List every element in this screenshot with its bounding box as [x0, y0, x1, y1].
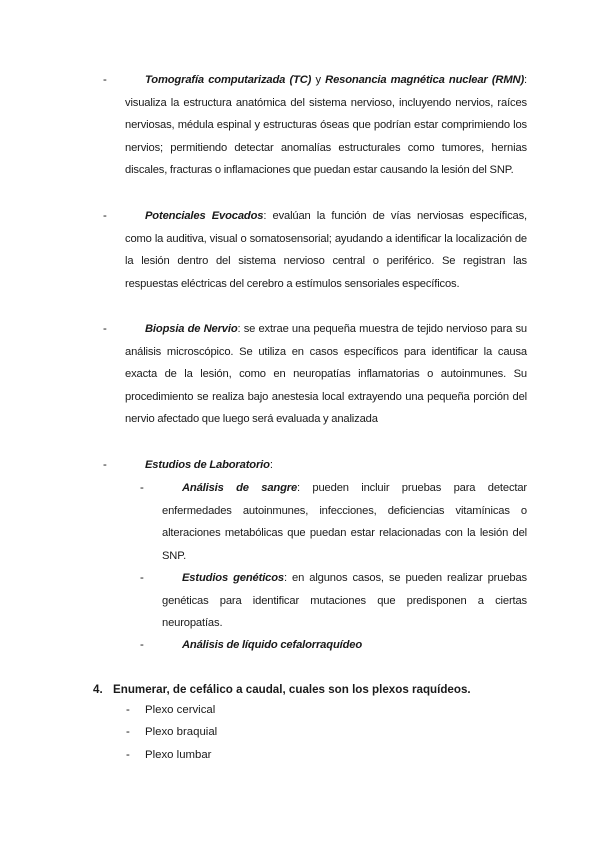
bullet-dash: -	[103, 210, 107, 222]
item-text	[125, 205, 527, 295]
bullet-dash: -	[126, 749, 130, 761]
bullet-dash: -	[126, 704, 130, 716]
bullet-dash: -	[140, 639, 144, 651]
plexo-label: Plexo braquial	[145, 726, 218, 738]
term-geneticos: Estudios genéticos	[182, 572, 284, 584]
item-text	[162, 567, 527, 635]
plexo-label: Plexo cervical	[145, 704, 216, 716]
connector: y	[315, 74, 321, 86]
term-biopsia: Biopsia de Nervio	[145, 323, 238, 335]
list-item-tc-rmn	[103, 69, 527, 182]
item-description: : pueden incluir pruebas para detectar enfermedades autoinmunes, infecciones, deficiencias vitamínicas o alteraciones metabólicas que puedan estar relacionadas con la lesión del SNP.	[162, 482, 527, 562]
bullet-dash: -	[103, 459, 107, 471]
term-liquido: Análisis de líquido cefalorraquídeo	[182, 639, 363, 651]
term-sangre: Análisis de sangre	[182, 482, 298, 494]
term-laboratorio: Estudios de Laboratorio	[145, 459, 270, 471]
bullet-dash: -	[126, 726, 130, 738]
plexo-item	[126, 723, 218, 741]
term-rmn: Resonancia magnética nuclear (RMN)	[325, 74, 525, 86]
item-description: : visualiza la estructura anatómica del sistema nervioso, incluyendo nervios, raíces nerviosas, médula espinal y estructuras óseas que podrían estar comprimiendo los nervios; permitiendo detectar anomalías estructurales como tumores, hernias discales, fracturas o inflamaciones que puedan estar causando la lesión del SNP.	[125, 74, 527, 177]
question-text: Enumerar, de cefálico a caudal, cuales son los plexos raquídeos.	[113, 683, 471, 696]
item-description: : en algunos casos, se pueden realizar pruebas genéticas para identificar mutaciones que predisponen a ciertas neuropatías.	[162, 572, 527, 630]
sublist-item-liquido	[140, 634, 527, 657]
item-text	[162, 477, 527, 567]
item-description: : se extrae una pequeña muestra de tejido nervioso para su análisis microscópico. Se utiliza en casos específicos para identificar la causa exacta de la lesión, como en neuropatías inflamatorias o autoinmunes. Su procedimiento se realiza bajo anestesia local extrayendo una pequeña porción del nervio afectado que luego será evaluada y analizada	[125, 323, 527, 426]
question-number: 4.	[93, 683, 103, 696]
list-item-potenciales	[103, 205, 527, 295]
term-potenciales: Potenciales Evocados	[145, 210, 264, 222]
bullet-dash: -	[103, 323, 107, 335]
plexo-item	[126, 701, 216, 719]
sublist-item-geneticos	[140, 567, 527, 635]
item-text	[125, 69, 527, 182]
sublist-item-sangre	[140, 477, 527, 567]
question-heading	[93, 681, 471, 699]
item-description: :	[269, 459, 273, 471]
bullet-dash: -	[140, 572, 144, 584]
list-item-laboratorio	[103, 454, 527, 477]
item-text	[125, 454, 527, 477]
item-text	[162, 634, 527, 657]
bullet-dash: -	[140, 482, 144, 494]
item-text	[125, 318, 527, 431]
term-tc: Tomografía computarizada (TC)	[145, 74, 312, 86]
list-item-biopsia	[103, 318, 527, 431]
plexo-item	[126, 746, 212, 764]
bullet-dash: -	[103, 74, 107, 86]
item-description: : evalúan la función de vías nerviosas específicas, como la auditiva, visual o somatosensorial; ayudando a identificar la localización de la lesión dentro del sistema nervioso central o periférico. Se registran las respuestas eléctricas del cerebro a estímulos sensoriales específicos.	[125, 210, 527, 290]
plexo-label: Plexo lumbar	[145, 749, 212, 761]
